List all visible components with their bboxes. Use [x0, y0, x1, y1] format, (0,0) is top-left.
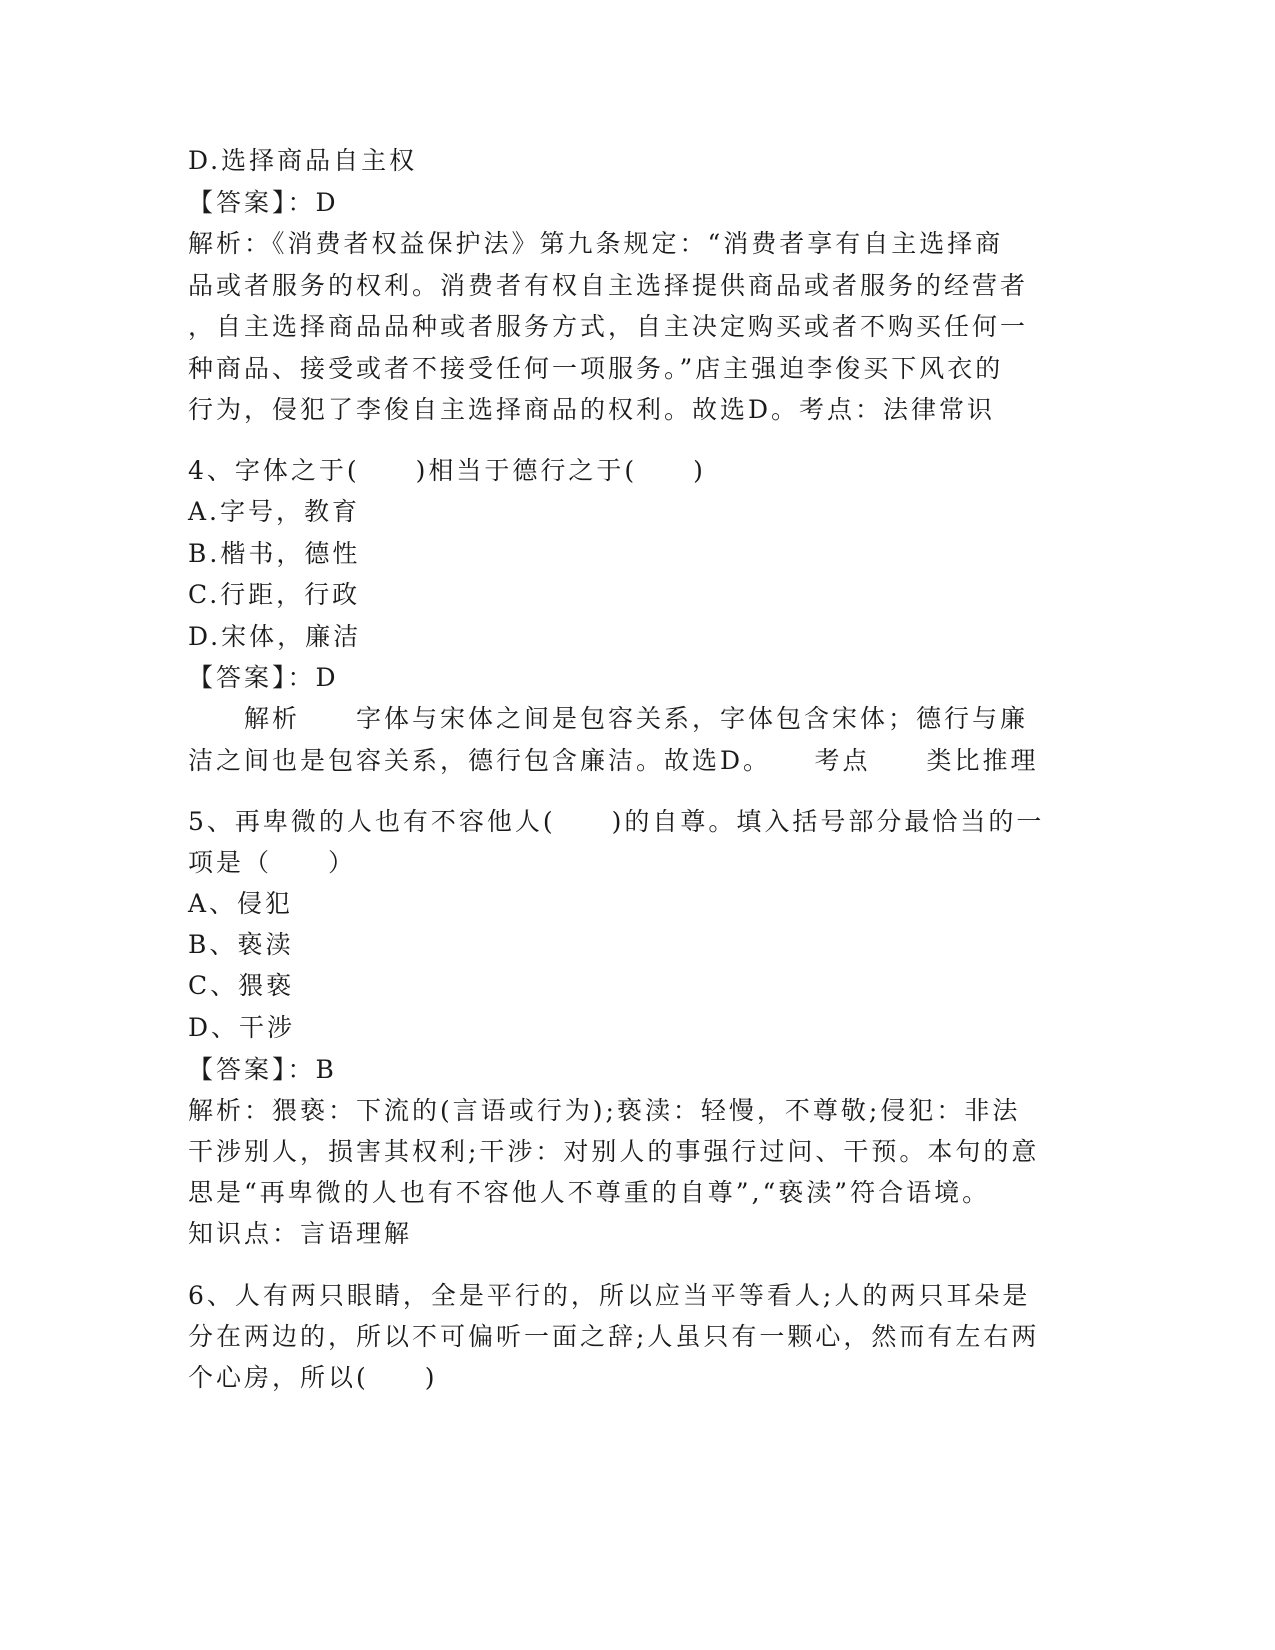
q3-analysis-line-3: ，自主选择商品品种或者服务方式，自主决定购买或者不购买任何一	[188, 312, 1029, 341]
q5-option-d: D、干涉	[188, 1013, 296, 1042]
q3-analysis-line-4: 种商品、接受或者不接受任何一项服务。”店主强迫李俊买下风衣的	[188, 354, 1004, 383]
q4-option-d: D.宋体，廉洁	[188, 622, 362, 651]
q3-analysis-line-2: 品或者服务的权利。消费者有权自主选择提供商品或者服务的经营者	[188, 271, 1029, 300]
q5-option-a: A、侵犯	[188, 889, 294, 918]
q4-option-b: B.楷书，德性	[188, 539, 361, 568]
q5-answer: 【答案】：B	[188, 1055, 337, 1084]
q5-question-line-2: 项是（ ）	[188, 848, 357, 877]
q4-answer: 【答案】：D	[188, 663, 339, 692]
q5-option-b: B、亵渎	[188, 930, 294, 959]
q5-question-line-1: 5、再卑微的人也有不容他人( )的自尊。填入括号部分最恰当的一	[188, 807, 1045, 836]
q3-analysis-line-5: 行为，侵犯了李俊自主选择商品的权利。故选D。考点：法律常识	[188, 395, 996, 424]
q3-answer: 【答案】：D	[188, 188, 339, 217]
q4-question: 4、字体之于( )相当于德行之于( )	[188, 456, 706, 485]
q5-analysis-line-4: 知识点：言语理解	[188, 1219, 413, 1248]
q6-question-line-1: 6、人有两只眼睛，全是平行的，所以应当平等看人;人的两只耳朵是	[188, 1281, 1031, 1310]
q4-analysis-line-1: 解析 字体与宋体之间是包容关系，字体包含宋体；德行与廉	[188, 704, 1029, 733]
q6-question-line-2: 分在两边的，所以不可偏听一面之辞;人虽只有一颗心，然而有左右两	[188, 1322, 1040, 1351]
q3-analysis-line-1: 解析：《消费者权益保护法》第九条规定：“消费者享有自主选择商	[188, 229, 1004, 258]
q5-option-c: C、猥亵	[188, 971, 295, 1000]
q4-option-c: C.行距，行政	[188, 580, 361, 609]
q6-question-line-3: 个心房，所以( )	[188, 1363, 438, 1392]
q3-option-d: D.选择商品自主权	[188, 146, 418, 175]
q4-option-a: A.字号，教育	[188, 497, 361, 526]
q5-analysis-line-3: 思是“再卑微的人也有不容他人不尊重的自尊”,“亵渎”符合语境。	[188, 1178, 991, 1207]
q5-analysis-line-1: 解析：猥亵：下流的(言语或行为);亵渎：轻慢，不尊敬;侵犯：非法	[188, 1096, 1021, 1125]
q4-analysis-line-2: 洁之间也是包容关系，德行包含廉洁。故选D。 考点 类比推理	[188, 746, 1039, 775]
q5-analysis-line-2: 干涉别人，损害其权利;干涉：对别人的事强行过问、干预。本句的意	[188, 1137, 1040, 1166]
